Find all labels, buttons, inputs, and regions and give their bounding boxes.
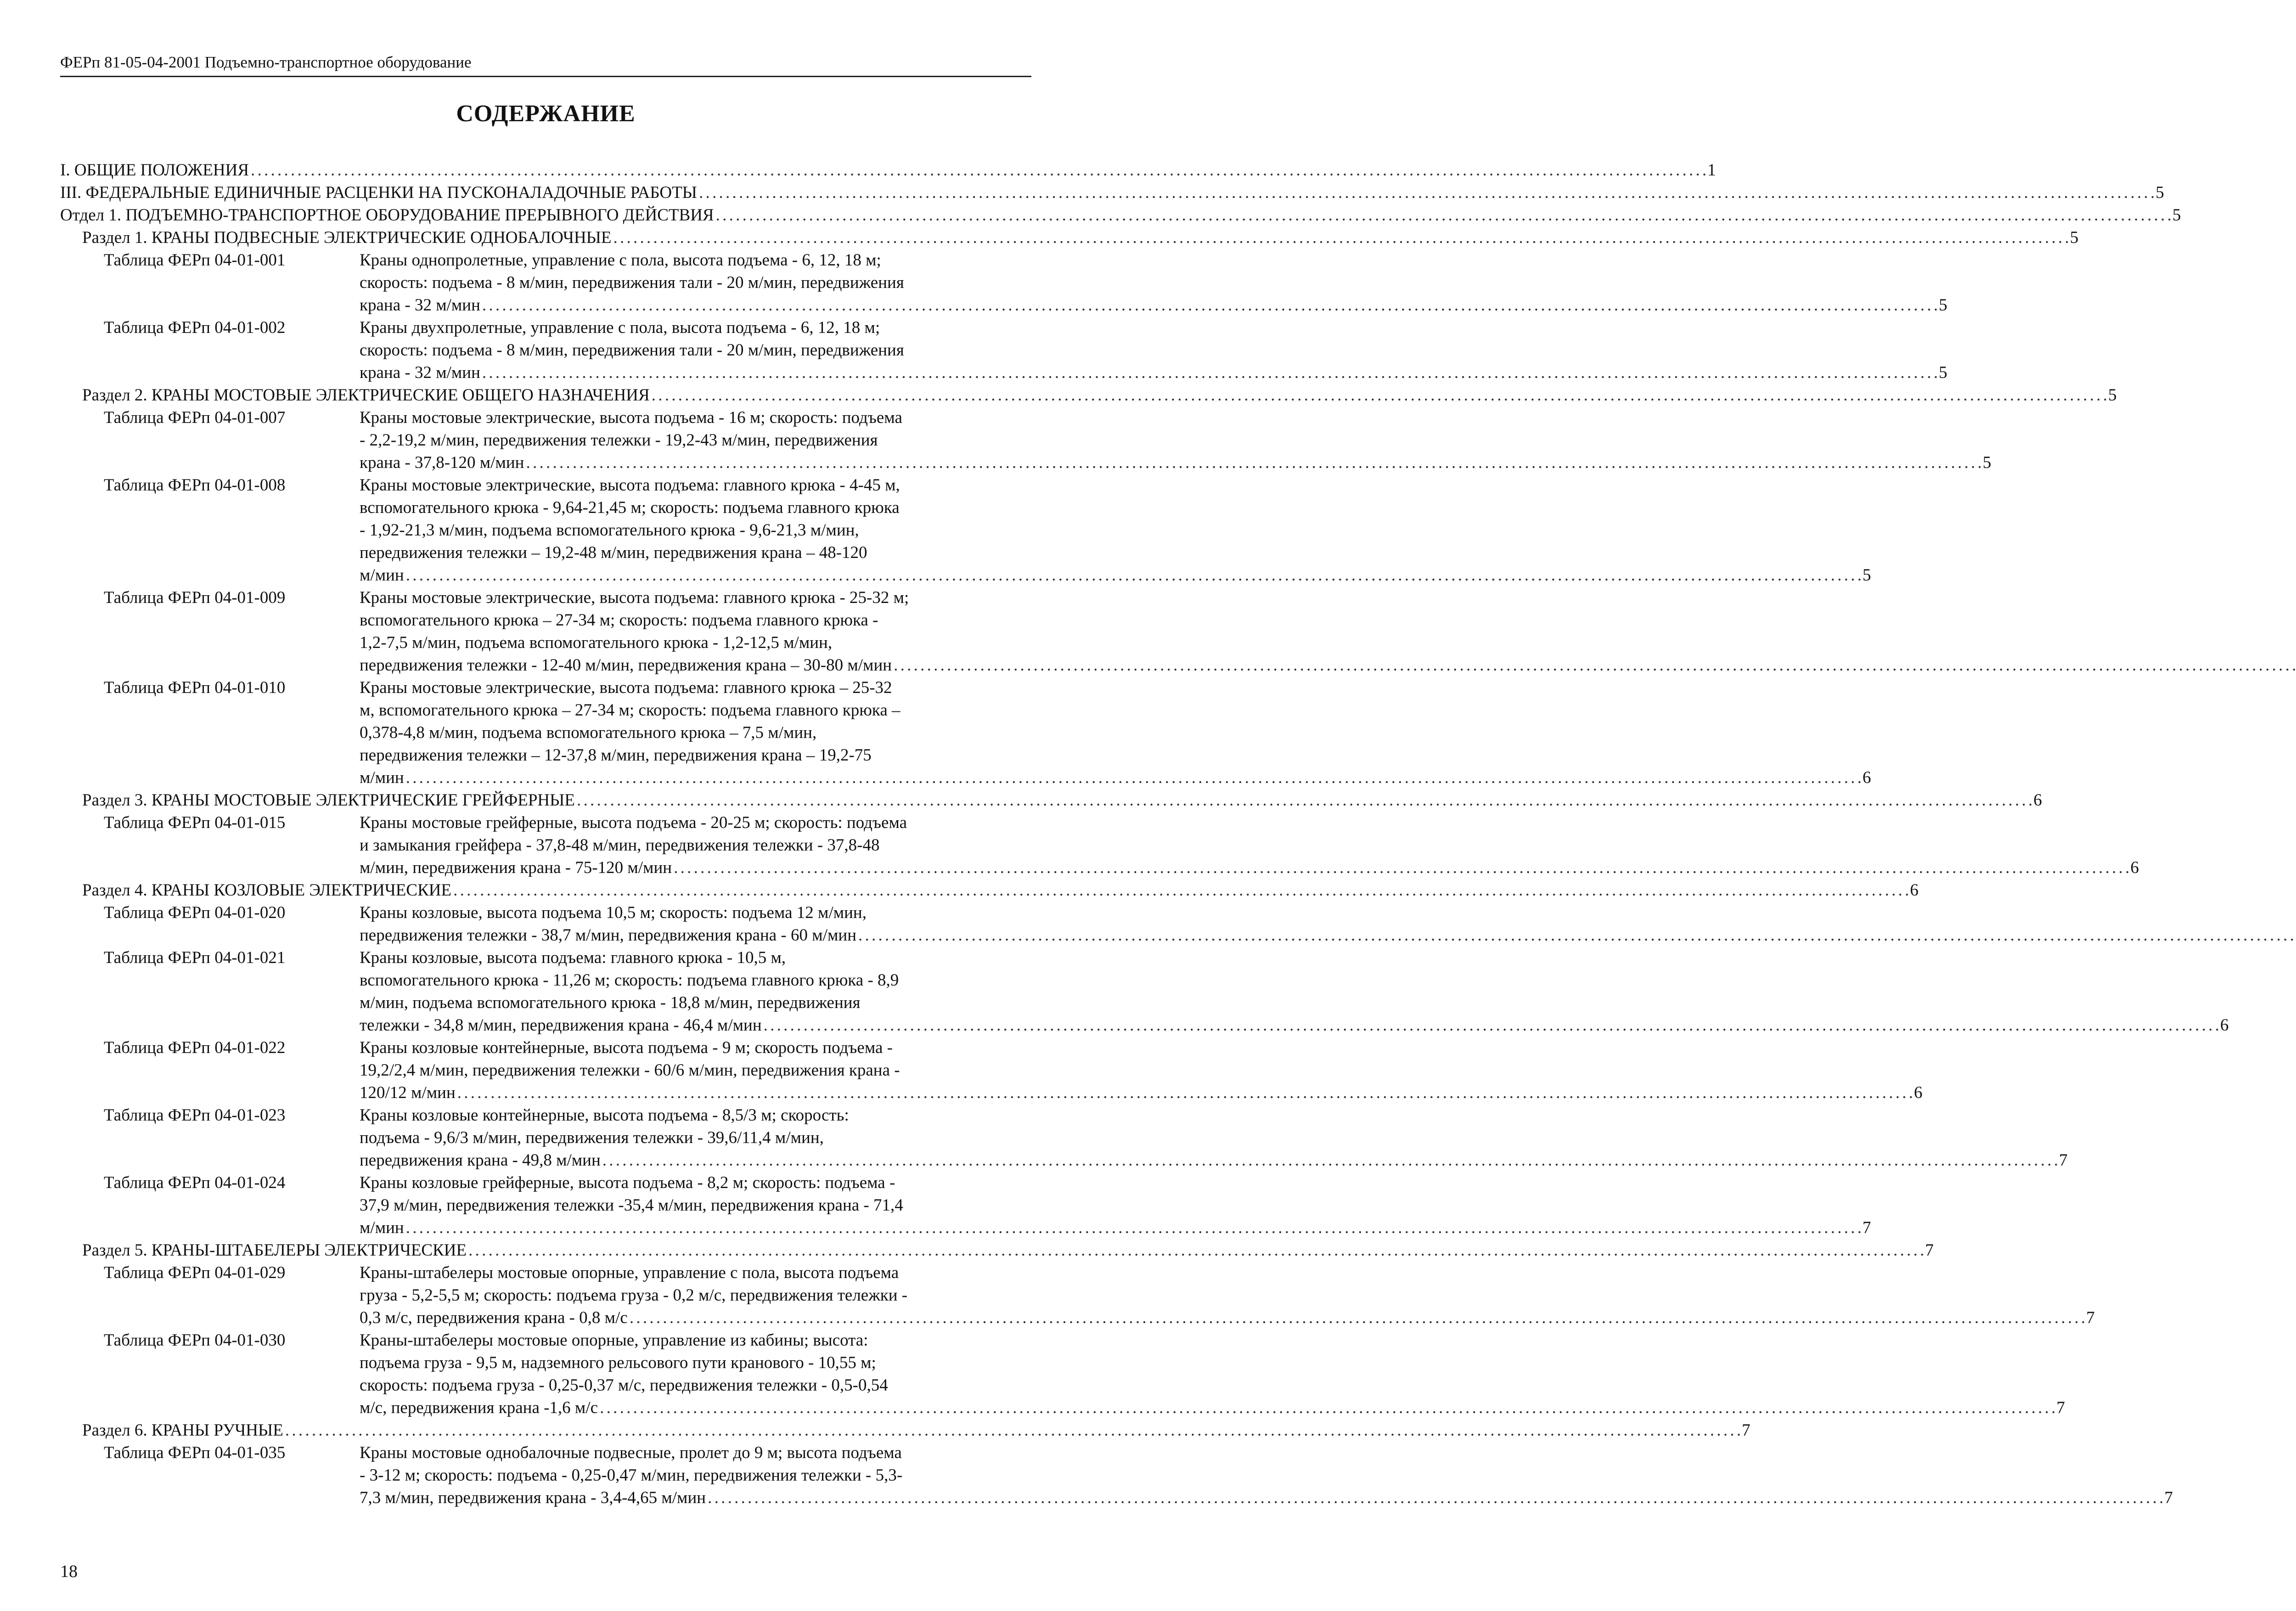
toc-description-line: передвижения тележки – 12-37,8 м/мин, передвижения крана – 19,2-75 — [360, 746, 872, 765]
page-number: 18 — [60, 1562, 78, 1581]
toc-table-label: Таблица ФЕРп 04-01-030 — [104, 1331, 286, 1350]
toc-page-ref: 7 — [2056, 1398, 2065, 1417]
toc-section-entry — [60, 384, 2117, 406]
toc-table-label: Таблица ФЕРп 04-01-010 — [104, 678, 286, 697]
toc-table-label: Таблица ФЕРп 04-01-022 — [104, 1038, 286, 1057]
toc-table-entry — [60, 1262, 2095, 1329]
toc-top-entry — [60, 181, 2164, 204]
toc-entry-line — [360, 1397, 2065, 1419]
toc-table-entry — [60, 1104, 2068, 1172]
dot-leader — [526, 451, 1981, 474]
toc-description-line: 120/12 м/мин — [360, 1083, 456, 1102]
toc-description-line: м/с, передвижения крана -1,6 м/с — [360, 1398, 598, 1417]
toc-description-line: передвижения тележки - 12-40 м/мин, передвижения крана – 30-80 м/мин — [360, 656, 892, 675]
toc-page-ref: 7 — [2086, 1308, 2095, 1327]
dot-leader — [708, 1487, 2162, 1509]
toc-description-line: вспомогательного крюка - 11,26 м; скорость: подъема главного крюка - 8,9 — [360, 971, 899, 990]
toc-description-line: Краны мостовые однобалочные подвесные, пролет до 9 м; высота подъема — [360, 1443, 902, 1462]
toc-description-line: - 2,2-19,2 м/мин, передвижения тележки - 19,2-43 м/мин, передвижения — [360, 431, 878, 450]
toc-table-entry — [60, 676, 1871, 789]
toc-entry-label: Раздел 5. КРАНЫ-ШТАБЕЛЕРЫ ЭЛЕКТРИЧЕСКИЕ — [82, 1241, 467, 1260]
toc-entry-line — [360, 1307, 2095, 1329]
toc-description-line: передвижения тележки – 19,2-48 м/мин, передвижения крана – 48-120 — [360, 543, 867, 562]
toc-entry-line — [360, 654, 2296, 676]
toc-entry-label: I. ОБЩИЕ ПОЛОЖЕНИЯ — [60, 161, 249, 180]
toc-description-line: м/мин, передвижения крана - 75-120 м/мин — [360, 858, 672, 877]
toc-page-ref: 7 — [2059, 1151, 2068, 1170]
toc-table-label: Таблица ФЕРп 04-01-035 — [104, 1443, 286, 1462]
dot-leader — [894, 654, 2296, 676]
toc-table-entry — [60, 1172, 1871, 1239]
toc-description-line: Краны козловые контейнерные, высота подъема - 8,5/3 м; скорость: — [360, 1106, 849, 1125]
toc-table-entry — [60, 406, 1992, 474]
dot-leader — [764, 1014, 2218, 1036]
toc-description-line: Краны двухпролетные, управление с пола, высота подъема - 6, 12, 18 м; — [360, 318, 880, 337]
toc-description-line: Краны мостовые электрические, высота подъема: главного крюка - 25-32 м; — [360, 588, 909, 607]
toc-section-entry — [60, 789, 2042, 811]
dot-leader — [453, 879, 1908, 901]
toc-table-description — [360, 946, 2228, 1036]
table-of-contents — [60, 159, 2229, 1509]
toc-description-line: груза - 5,2-5,5 м; скорость: подъема груза - 0,2 м/с, передвижения тележки - — [360, 1286, 908, 1305]
toc-page-ref: 7 — [2164, 1488, 2173, 1507]
toc-description-line: Краны однопролетные, управление с пола, высота подъема - 6, 12, 18 м; — [360, 251, 881, 270]
toc-entry-line — [360, 294, 1947, 316]
toc-entry-line — [360, 1014, 2228, 1036]
toc-table-description — [360, 901, 2296, 946]
toc-page-ref: 5 — [2155, 183, 2164, 202]
toc-page-ref: 5 — [2070, 228, 2079, 247]
toc-description-line: крана - 32 м/мин — [360, 363, 480, 382]
toc-table-label: Таблица ФЕРп 04-01-023 — [104, 1106, 286, 1125]
toc-description-line: вспомогательного крюка – 27-34 м; скорость: подъема главного крюка - — [360, 611, 878, 630]
toc-description-line: Краны мостовые электрические, высота подъема - 16 м; скорость: подъема — [360, 408, 902, 427]
toc-entry-line — [360, 1149, 2068, 1172]
toc-table-label: Таблица ФЕРп 04-01-024 — [104, 1173, 286, 1192]
dot-leader — [406, 1217, 1861, 1239]
toc-description-line: Краны мостовые электрические, высота подъема: главного крюка – 25-32 — [360, 678, 892, 697]
toc-page-ref: 1 — [1707, 161, 1716, 180]
toc-page-ref: 6 — [2033, 791, 2042, 810]
toc-table-description — [360, 676, 1871, 789]
toc-entry-label: III. ФЕДЕРАЛЬНЫЕ ЕДИНИЧНЫЕ РАСЦЕНКИ НА ПУСКОНАЛАДОЧНЫЕ РАБОТЫ — [60, 183, 697, 202]
toc-entry-line — [360, 924, 2296, 946]
toc-description-line: 19,2/2,4 м/мин, передвижения тележки - 60/6 м/мин, передвижения крана - — [360, 1061, 900, 1080]
toc-description-line: м/мин — [360, 566, 404, 585]
toc-table-entry — [60, 586, 1038, 676]
toc-page-ref: 5 — [1939, 363, 1947, 382]
toc-table-entry — [60, 474, 1871, 586]
toc-description-line: 37,9 м/мин, передвижения тележки -35,4 м/мин, передвижения крана - 71,4 — [360, 1196, 903, 1215]
toc-table-description — [360, 1442, 2173, 1509]
dot-leader — [630, 1307, 2084, 1329]
toc-table-description — [360, 406, 1991, 474]
toc-table-description — [360, 811, 2139, 879]
dot-leader — [858, 924, 2296, 946]
toc-description-line: скорость: подъема груза - 0,25-0,37 м/с, передвижения тележки - 0,5-0,54 — [360, 1376, 888, 1395]
dot-leader — [457, 1082, 1912, 1104]
toc-table-description — [360, 1329, 2065, 1419]
toc-table-entry — [60, 1329, 2065, 1419]
toc-table-entry — [60, 811, 2139, 879]
toc-description-line: Краны-штабелеры мостовые опорные, управление с пола, высота подъема — [360, 1263, 899, 1282]
toc-table-entry — [60, 946, 2229, 1036]
toc-description-line: м, вспомогательного крюка – 27-34 м; скорость: подъема главного крюка – — [360, 701, 900, 720]
toc-description-line: 0,3 м/с, передвижения крана - 0,8 м/с — [360, 1308, 628, 1327]
toc-entry-line — [360, 1487, 2173, 1509]
toc-page-ref: 6 — [1862, 768, 1871, 787]
toc-entry-line — [360, 451, 1991, 474]
toc-description-line: Краны мостовые электрические, высота подъема: главного крюка - 4-45 м, — [360, 476, 900, 495]
dot-leader — [716, 204, 2171, 226]
toc-entry-line — [360, 564, 1871, 586]
toc-entry-label: Отдел 1. ПОДЪЕМНО-ТРАНСПОРТНОЕ ОБОРУДОВАНИЕ ПРЕРЫВНОГО ДЕЙСТВИЯ — [60, 206, 714, 225]
toc-page-ref: 7 — [1742, 1421, 1750, 1440]
dot-leader — [406, 766, 1861, 789]
toc-section-entry — [60, 1239, 1934, 1262]
dot-leader — [285, 1419, 1740, 1442]
dot-leader — [577, 789, 2032, 811]
toc-entry-label: Раздел 6. КРАНЫ РУЧНЫЕ — [82, 1421, 283, 1440]
toc-section-entry — [60, 1419, 1750, 1442]
toc-description-line: Краны козловые, высота подъема: главного крюка - 10,5 м, — [360, 948, 786, 967]
toc-table-entry — [60, 1036, 1923, 1104]
toc-description-line: м/мин — [360, 1218, 404, 1237]
toc-description-line: Краны-штабелеры мостовые опорные, управление из кабины; высота: — [360, 1331, 868, 1350]
dot-leader — [482, 361, 1937, 384]
dot-leader — [699, 181, 2154, 204]
dot-leader — [482, 294, 1937, 316]
toc-section-entry — [60, 879, 1919, 901]
toc-description-line: крана - 32 м/мин — [360, 296, 480, 315]
page-title: СОДЕРЖАНИЕ — [456, 101, 636, 127]
toc-description-line: Краны козловые, высота подъема 10,5 м; скорость: подъема 12 м/мин, — [360, 903, 867, 922]
toc-page-ref: 5 — [1982, 453, 1992, 472]
toc-table-label: Таблица ФЕРп 04-01-009 — [104, 588, 286, 607]
toc-description-line: вспомогательного крюка - 9,64-21,45 м; скорость: подъема главного крюка — [360, 498, 900, 517]
dot-leader — [600, 1397, 2054, 1419]
toc-description-line: 1,2-7,5 м/мин, подъема вспомогательного крюка - 1,2-12,5 м/мин, — [360, 633, 833, 652]
dot-leader — [652, 384, 2106, 406]
toc-page-ref: 5 — [1939, 296, 1947, 315]
toc-top-entry — [60, 159, 1716, 181]
toc-table-description — [360, 1104, 2068, 1172]
toc-description-line: и замыкания грейфера - 37,8-48 м/мин, передвижения тележки - 37,8-48 — [360, 836, 880, 855]
toc-table-description — [360, 1172, 1871, 1239]
toc-section-entry — [60, 226, 2079, 249]
toc-description-line: крана - 37,8-120 м/мин — [360, 453, 524, 472]
dot-leader — [251, 159, 1705, 181]
dot-leader — [468, 1239, 1923, 1262]
toc-description-line: Краны козловые грейферные, высота подъема - 8,2 м; скорость: подъема - — [360, 1173, 895, 1192]
toc-page-ref: 7 — [1925, 1241, 1934, 1260]
toc-description-line: - 3-12 м; скорость: подъема - 0,25-0,47 м/мин, передвижения тележки - 5,3- — [360, 1466, 903, 1485]
toc-description-line: передвижения крана - 49,8 м/мин — [360, 1151, 601, 1170]
toc-table-description — [360, 249, 1947, 316]
toc-description-line: - 1,92-21,3 м/мин, подъема вспомогательного крюка - 9,6-21,3 м/мин, — [360, 521, 859, 540]
toc-table-description — [360, 474, 1871, 586]
toc-table-description — [360, 1036, 1923, 1104]
toc-page-ref: 6 — [1914, 1083, 1923, 1102]
toc-page-ref: 5 — [1862, 566, 1871, 585]
toc-description-line: Краны козловые контейнерные, высота подъема - 9 м; скорость подъема - — [360, 1038, 893, 1057]
toc-entry-line — [360, 1217, 1871, 1239]
dot-leader — [613, 226, 2068, 249]
toc-page-ref: 5 — [2108, 386, 2117, 405]
toc-description-line: скорость: подъема - 8 м/мин, передвижения тали - 20 м/мин, передвижения — [360, 341, 904, 360]
toc-table-label: Таблица ФЕРп 04-01-015 — [104, 813, 286, 832]
toc-table-label: Таблица ФЕРп 04-01-021 — [104, 948, 286, 967]
toc-entry-label: Раздел 2. КРАНЫ МОСТОВЫЕ ЭЛЕКТРИЧЕСКИЕ ОБЩЕГО НАЗНАЧЕНИЯ — [82, 386, 650, 405]
toc-table-entry — [60, 249, 1947, 316]
dot-leader — [674, 856, 2128, 879]
toc-page-ref: 7 — [1862, 1218, 1871, 1237]
toc-table-entry — [60, 316, 1947, 384]
toc-table-label: Таблица ФЕРп 04-01-029 — [104, 1263, 286, 1282]
dot-leader — [406, 564, 1861, 586]
toc-description-line: подъема - 9,6/3 м/мин, передвижения тележки - 39,6/11,4 м/мин, — [360, 1128, 824, 1147]
toc-entry-label: Раздел 3. КРАНЫ МОСТОВЫЕ ЭЛЕКТРИЧЕСКИЕ ГРЕЙФЕРНЫЕ — [82, 791, 575, 810]
toc-table-description — [360, 316, 1947, 384]
toc-entry-label: Раздел 1. КРАНЫ ПОДВЕСНЫЕ ЭЛЕКТРИЧЕСКИЕ ОДНОБАЛОЧНЫЕ — [82, 228, 612, 247]
toc-description-line: скорость: подъема - 8 м/мин, передвижения тали - 20 м/мин, передвижения — [360, 273, 904, 292]
toc-table-label: Таблица ФЕРп 04-01-020 — [104, 903, 286, 922]
toc-table-description — [360, 1262, 2095, 1329]
toc-description-line: м/мин — [360, 768, 404, 787]
toc-table-label: Таблица ФЕРп 04-01-008 — [104, 476, 286, 495]
toc-entry-line — [360, 361, 1947, 384]
toc-description-line: передвижения тележки - 38,7 м/мин, передвижения крана - 60 м/мин — [360, 926, 856, 945]
toc-page-ref: 6 — [2130, 858, 2139, 877]
toc-table-label: Таблица ФЕРп 04-01-001 — [104, 251, 286, 270]
toc-table-description — [360, 586, 2296, 676]
toc-entry-label: Раздел 4. КРАНЫ КОЗЛОВЫЕ ЭЛЕКТРИЧЕСКИЕ — [82, 881, 452, 900]
toc-description-line: 7,3 м/мин, передвижения крана - 3,4-4,65 м/мин — [360, 1488, 706, 1507]
toc-page-ref: 6 — [2220, 1016, 2229, 1035]
toc-table-entry — [60, 1442, 2173, 1509]
toc-table-entry — [60, 901, 1038, 946]
toc-description-line: 0,378-4,8 м/мин, подъема вспомогательного крюка – 7,5 м/мин, — [360, 723, 817, 742]
toc-entry-line — [360, 1082, 1923, 1104]
dot-leader — [602, 1149, 2057, 1172]
toc-description-line: Краны мостовые грейферные, высота подъема - 20-25 м; скорость: подъема — [360, 813, 907, 832]
toc-description-line: тележки - 34,8 м/мин, передвижения крана - 46,4 м/мин — [360, 1016, 762, 1035]
toc-description-line: подъема груза - 9,5 м, надземного рельсового пути кранового - 10,55 м; — [360, 1353, 876, 1372]
running-header: ФЕРп 81-05-04-2001 Подъемно-транспортное оборудование — [60, 53, 472, 71]
toc-table-label: Таблица ФЕРп 04-01-007 — [104, 408, 286, 427]
toc-page-ref: 6 — [1910, 881, 1919, 900]
toc-table-label: Таблица ФЕРп 04-01-002 — [104, 318, 286, 337]
toc-entry-line — [360, 766, 1871, 789]
toc-description-line: м/мин, подъема вспомогательного крюка - 18,8 м/мин, передвижения — [360, 993, 861, 1012]
toc-page-ref: 5 — [2172, 206, 2181, 225]
toc-top-entry — [60, 204, 2181, 226]
toc-entry-line — [360, 856, 2139, 879]
header-rule — [60, 76, 1031, 77]
